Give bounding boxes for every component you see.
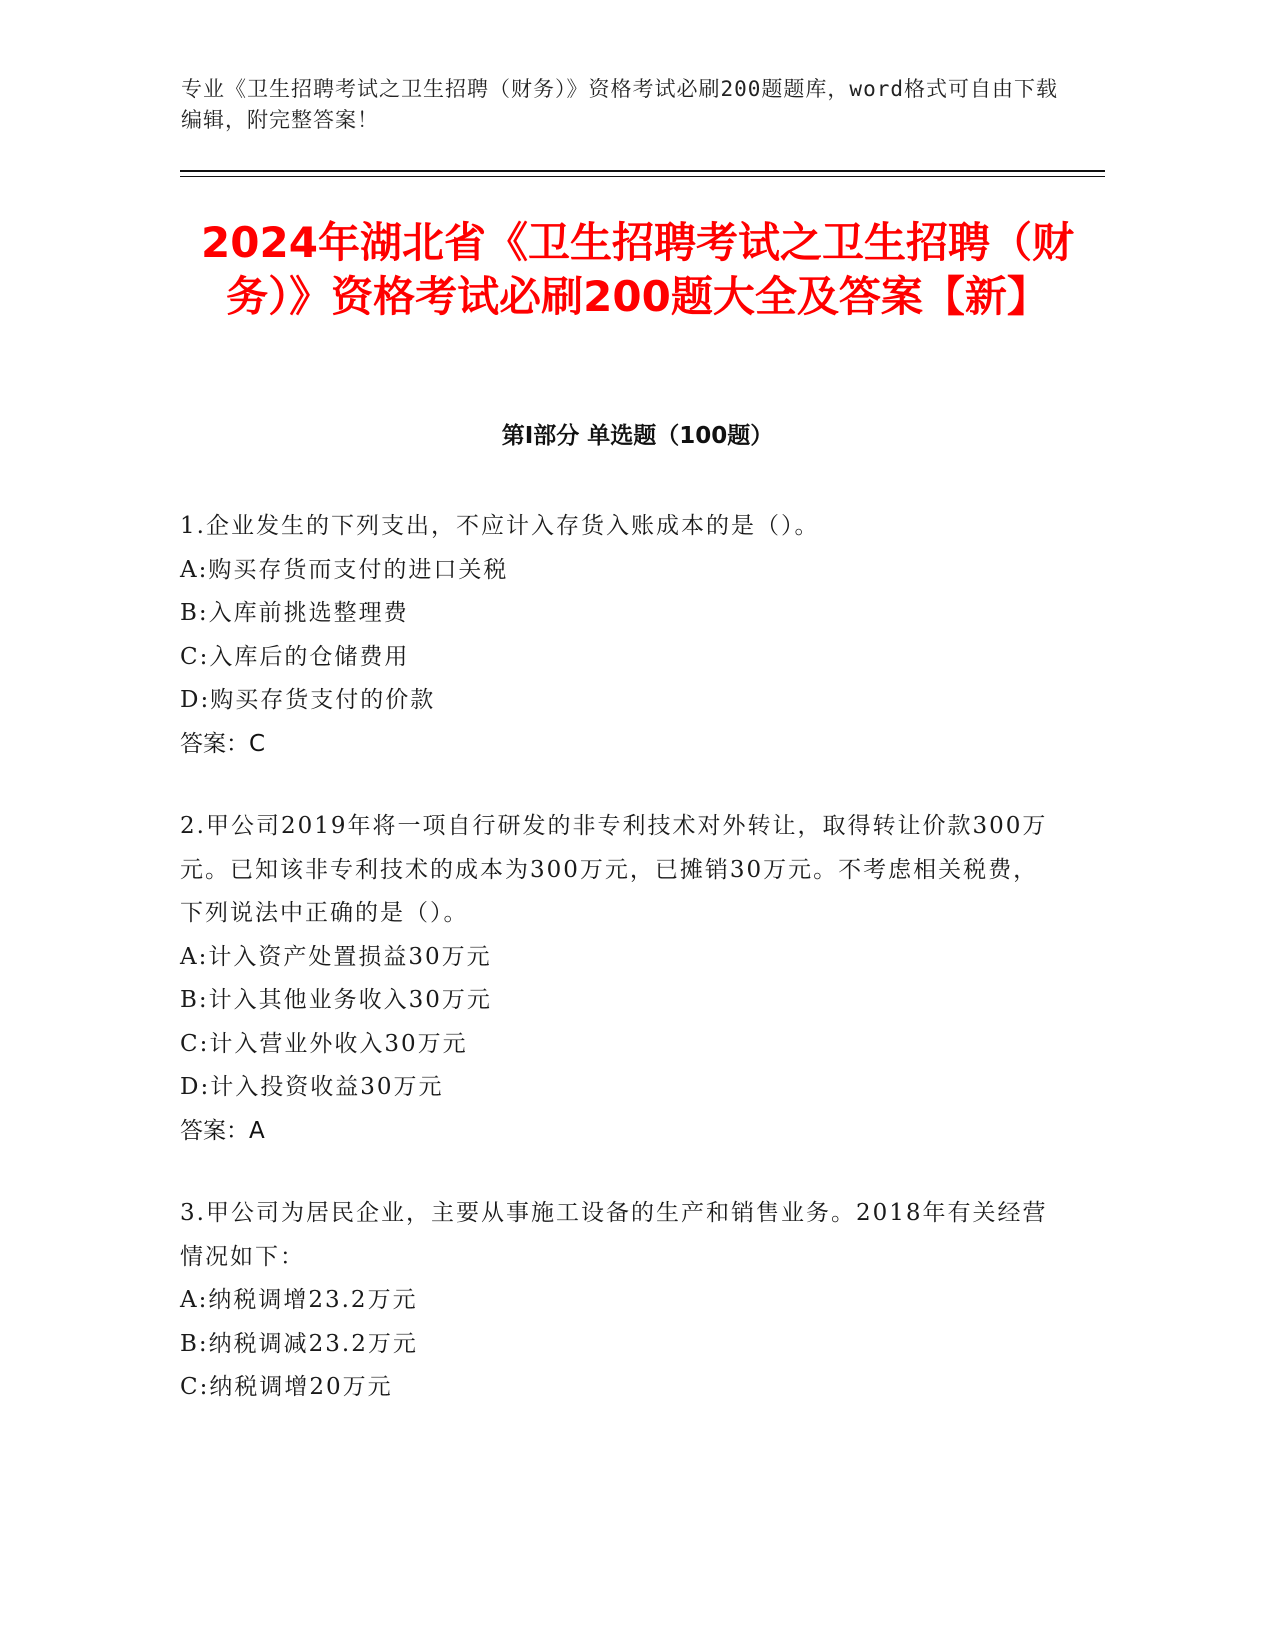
question-stem: 3.甲公司为居民企业，主要从事施工设备的生产和销售业务。2018年有关经营情况如下：: [180, 1200, 1048, 1270]
question-2: [180, 805, 1050, 1153]
question-stem: 1.企业发生的下列支出，不应计入存货入账成本的是（）。: [180, 513, 820, 539]
answer-line: 答案：C: [180, 730, 266, 757]
option-d: D:购买存货支付的价款: [180, 687, 436, 713]
question-list: [180, 505, 1050, 1449]
header-divider-thin: [180, 176, 1105, 177]
option-a: A:购买存货而支付的进口关税: [180, 556, 509, 583]
answer-line: 答案：A: [180, 1117, 265, 1144]
header-note: 专业《卫生招聘考试之卫生招聘（财务）》资格考试必刷200题题库，word格式可自由下载编辑，附完整答案！: [181, 77, 1058, 132]
section-heading: 第I部分 单选题（100题）: [501, 423, 774, 449]
question-stem: 2.甲公司2019年将一项自行研发的非专利技术对外转让，取得转让价款300万元。已知该非专利技术的成本为300万元，已摊销30万元。不考虑相关税费，下列说法中正确的是（）。: [180, 813, 1048, 926]
question-1: [180, 505, 1050, 766]
option-d: D:计入投资收益30万元: [180, 1074, 444, 1100]
option-b: B:纳税调减23.2万元: [180, 1330, 418, 1357]
question-3: [180, 1192, 1050, 1410]
option-a: A:纳税调增23.2万元: [180, 1287, 418, 1313]
option-b: B:入库前挑选整理费: [180, 600, 409, 626]
option-b: B:计入其他业务收入30万元: [180, 987, 492, 1013]
option-a: A:计入资产处置损益30万元: [180, 943, 492, 970]
header-divider-thick: [180, 170, 1105, 172]
document-title: 2024年湖北省《卫生招聘考试之卫生招聘（财务）》资格考试必刷200题大全及答案【新】: [201, 218, 1074, 321]
option-c: C:入库后的仓储费用: [180, 643, 410, 670]
option-c: C:纳税调增20万元: [180, 1374, 393, 1400]
option-c: C:计入营业外收入30万元: [180, 1030, 468, 1057]
